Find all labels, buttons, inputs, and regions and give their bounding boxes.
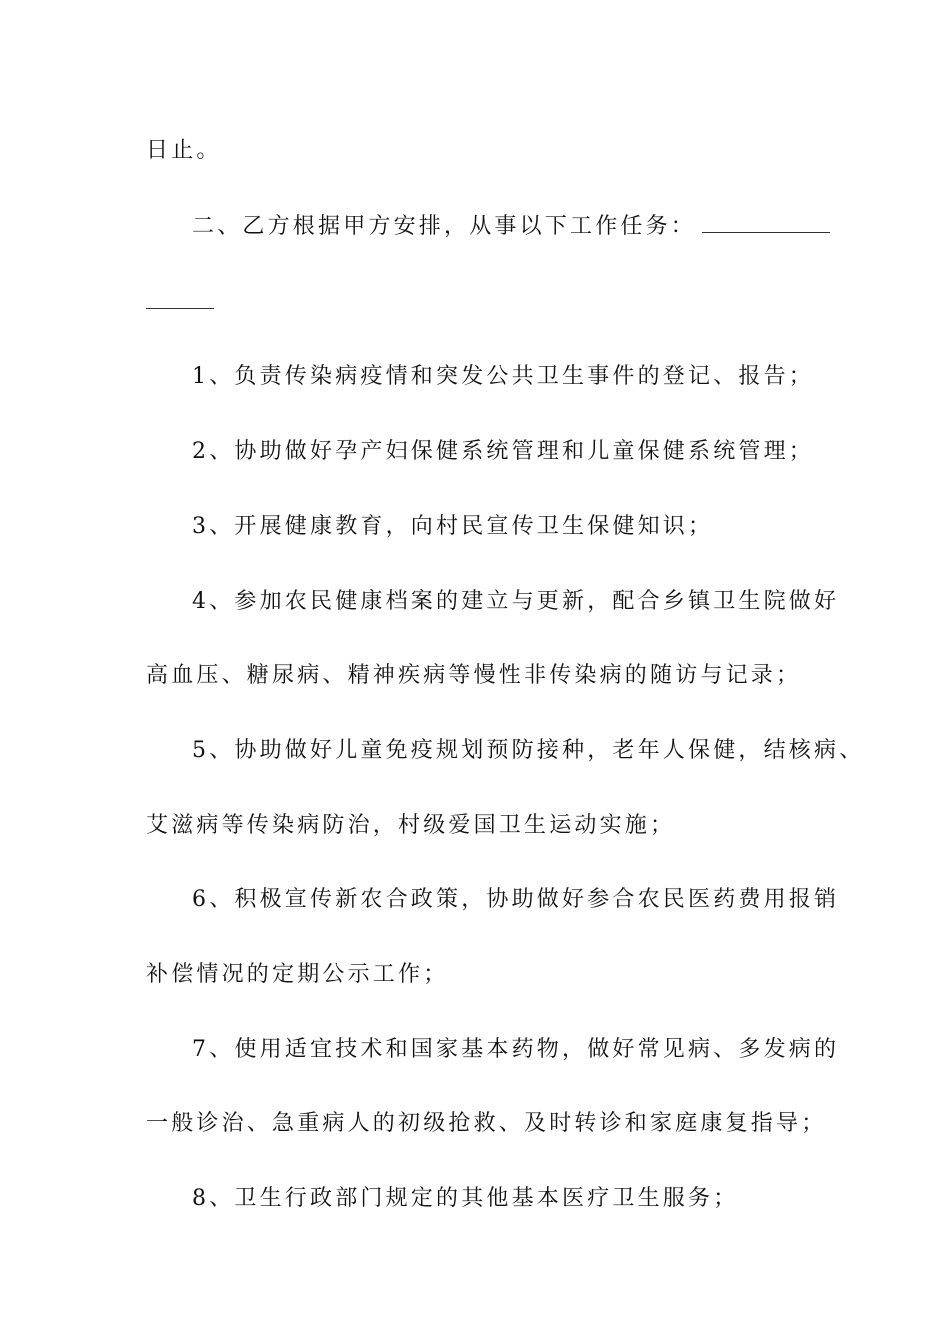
- line-text: 3、开展健康教育，向村民宣传卫生保健知识；: [192, 514, 714, 539]
- line-text: 二、乙方根据甲方安排，从事以下工作任务：: [192, 214, 697, 239]
- line-text: 1、负责传染病疫情和突发公共卫生事件的登记、报告；: [192, 364, 814, 389]
- text-line-item-5: [192, 736, 892, 766]
- text-line-item-6-cont: [146, 960, 846, 990]
- line-text: 艾滋病等传染病防治，村级爱国卫生运动实施；: [146, 813, 676, 838]
- line-text: 7、使用适宜技术和国家基本药物，做好常见病、多发病的: [192, 1037, 840, 1062]
- text-line-item-3: [192, 512, 892, 542]
- text-line-blank-continuation: [146, 288, 846, 318]
- line-text: 日止。: [146, 138, 222, 163]
- text-line-item-4-cont: [146, 661, 846, 691]
- text-line-item-2: [192, 437, 892, 467]
- line-text: 5、协助做好儿童免疫规划预防接种，老年人保健，结核病、: [192, 738, 865, 763]
- text-line-task-heading: [192, 212, 892, 242]
- text-line-item-4: [192, 587, 892, 617]
- line-text: 6、积极宣传新农合政策，协助做好参合农民医药费用报销: [192, 887, 840, 912]
- text-line-item-7-cont: [146, 1109, 846, 1139]
- text-line-item-6: [192, 885, 892, 915]
- line-text: 补偿情况的定期公示工作；: [146, 962, 449, 987]
- text-line-item-5-cont: [146, 811, 846, 841]
- text-line-item-7: [192, 1035, 892, 1065]
- text-line-item-8: [192, 1184, 892, 1214]
- text-line-end-date: [146, 136, 846, 166]
- fill-blank-line[interactable]: [702, 214, 830, 233]
- text-line-item-1: [192, 362, 892, 392]
- line-text: 一般诊治、急重病人的初级抢救、及时转诊和家庭康复指导；: [146, 1111, 827, 1136]
- line-text: 8、卫生行政部门规定的其他基本医疗卫生服务；: [192, 1186, 739, 1211]
- line-text: 2、协助做好孕产妇保健系统管理和儿童保健系统管理；: [192, 439, 814, 464]
- line-text: 高血压、糖尿病、精神疾病等慢性非传染病的随访与记录；: [146, 663, 802, 688]
- line-text: 4、参加农民健康档案的建立与更新，配合乡镇卫生院做好: [192, 589, 840, 614]
- fill-blank-line[interactable]: [146, 290, 214, 309]
